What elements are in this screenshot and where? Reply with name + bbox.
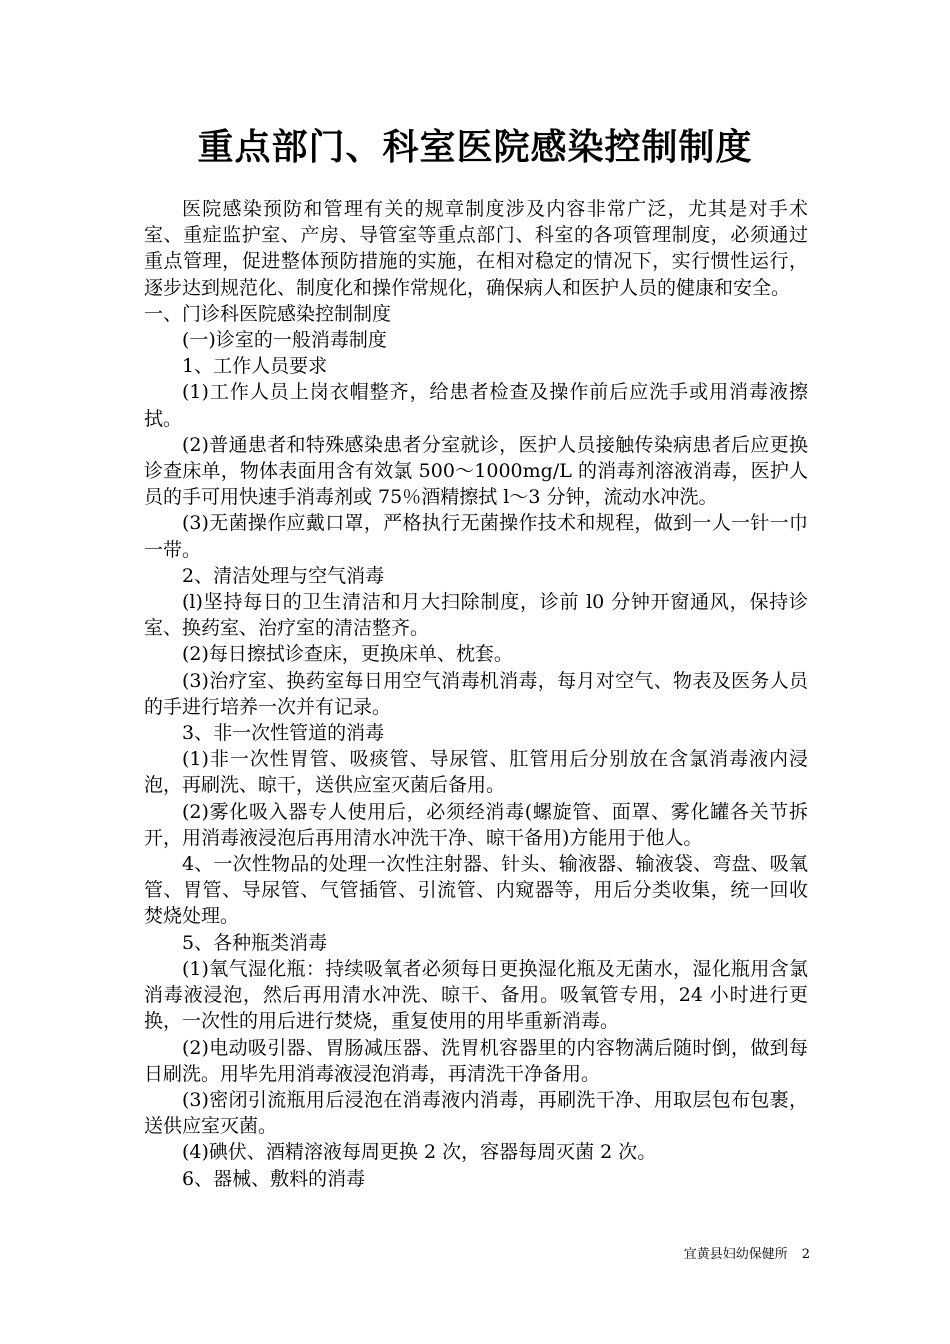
paragraph: 2、清洁处理与空气消毒 bbox=[182, 564, 385, 587]
page-number: 2 bbox=[801, 1247, 810, 1262]
paragraph: (1)氧气湿化瓶：持续吸氧者必须每日更换湿化瓶及无菌水，湿化瓶用含氯消毒液浸泡，然后再用清水冲洗、晾干、备用。吸氧管专用，24 小时进行更换，一次性的用后进行焚烧，重复使用的用毕重新消毒。 bbox=[144, 957, 808, 1033]
paragraph: (1)工作人员上岗衣帽整齐，给患者检查及操作前后应洗手或用消毒液擦拭。 bbox=[144, 381, 808, 430]
page-footer bbox=[600, 1246, 810, 1264]
paragraph: (4)碘伏、酒精溶液每周更换 2 次，容器每周灭菌 2 次。 bbox=[182, 1141, 657, 1164]
paragraph: 一、门诊科医院感染控制制度 bbox=[144, 302, 392, 325]
paragraph: 3、非一次性管道的消毒 bbox=[182, 722, 385, 745]
document-title: 重点部门、科室医院感染控制制度 bbox=[197, 127, 753, 168]
paragraph: 5、各种瓶类消毒 bbox=[182, 931, 328, 954]
paragraph: 1、工作人员要求 bbox=[182, 355, 328, 378]
paragraph: (2)每日擦拭诊查床，更换床单、枕套。 bbox=[182, 643, 513, 666]
paragraph: (一)诊室的一般消毒制度 bbox=[182, 329, 387, 352]
paragraph: (l)坚持每日的卫生清洁和月大扫除制度，诊前 l0 分钟开窗通风，保持诊室、换药室、治疗室的清洁整齐。 bbox=[144, 591, 808, 640]
footer-org: 宜黄县妇幼保健所 bbox=[683, 1247, 788, 1262]
paragraph: (2)雾化吸入器专人使用后，必须经消毒(螺旋管、面罩、雾化罐各关节拆开，用消毒液浸泡后再用清水冲洗干净、晾干备用)方能用于他人。 bbox=[144, 800, 808, 849]
paragraph: (2)普通患者和特殊感染患者分室就诊，医护人员接触传染病患者后应更换诊查床单，物体表面用含有效氯 500～1000mg/L 的消毒剂溶液消毒，医护人员的手可用快速手消毒剂或 75％酒精擦拭 l～3 分钟，流动水冲洗。 bbox=[144, 433, 808, 509]
paragraph: 医院感染预防和管理有关的规章制度涉及内容非常广泛，尤其是对手术室、重症监护室、产房、导管室等重点部门、科室的各项管理制度，必须通过重点管理，促进整体预防措施的实施，在相对稳定的情况下，实行惯性运行，逐步达到规范化、制度化和操作常规化，确保病人和医护人员的健康和安全。 bbox=[144, 198, 808, 299]
paragraph: (2)电动吸引器、胃肠减压器、洗胃机容器里的内容物满后随时倒，做到每日刷洗。用毕先用消毒液浸泡消毒，再清洗干净备用。 bbox=[144, 1036, 808, 1085]
paragraph: 6、器械、敷料的消毒 bbox=[182, 1167, 366, 1190]
paragraph: (3)治疗室、换药室每日用空气消毒机消毒，每月对空气、物表及医务人员的手进行培养一次并有记录。 bbox=[144, 669, 808, 718]
document-body bbox=[144, 196, 808, 1192]
paragraph: (3)密闭引流瓶用后浸泡在消毒液内消毒，再刷洗干净、用取层包布包裹，送供应室灭菌。 bbox=[144, 1088, 808, 1138]
paragraph: (3)无菌操作应戴口罩，严格执行无菌操作技术和规程，做到一人一针一巾一带。 bbox=[144, 512, 808, 561]
paragraph: (1)非一次性胃管、吸痰管、导尿管、肛管用后分别放在含氯消毒液内浸泡，再刷洗、晾干，送供应室灭菌后备用。 bbox=[144, 748, 808, 797]
paragraph: 4、一次性物品的处理一次性注射器、针头、输液器、输液袋、弯盘、吸氧管、胃管、导尿管、气管插管、引流管、内窥器等，用后分类收集，统一回收焚烧处理。 bbox=[144, 853, 808, 928]
